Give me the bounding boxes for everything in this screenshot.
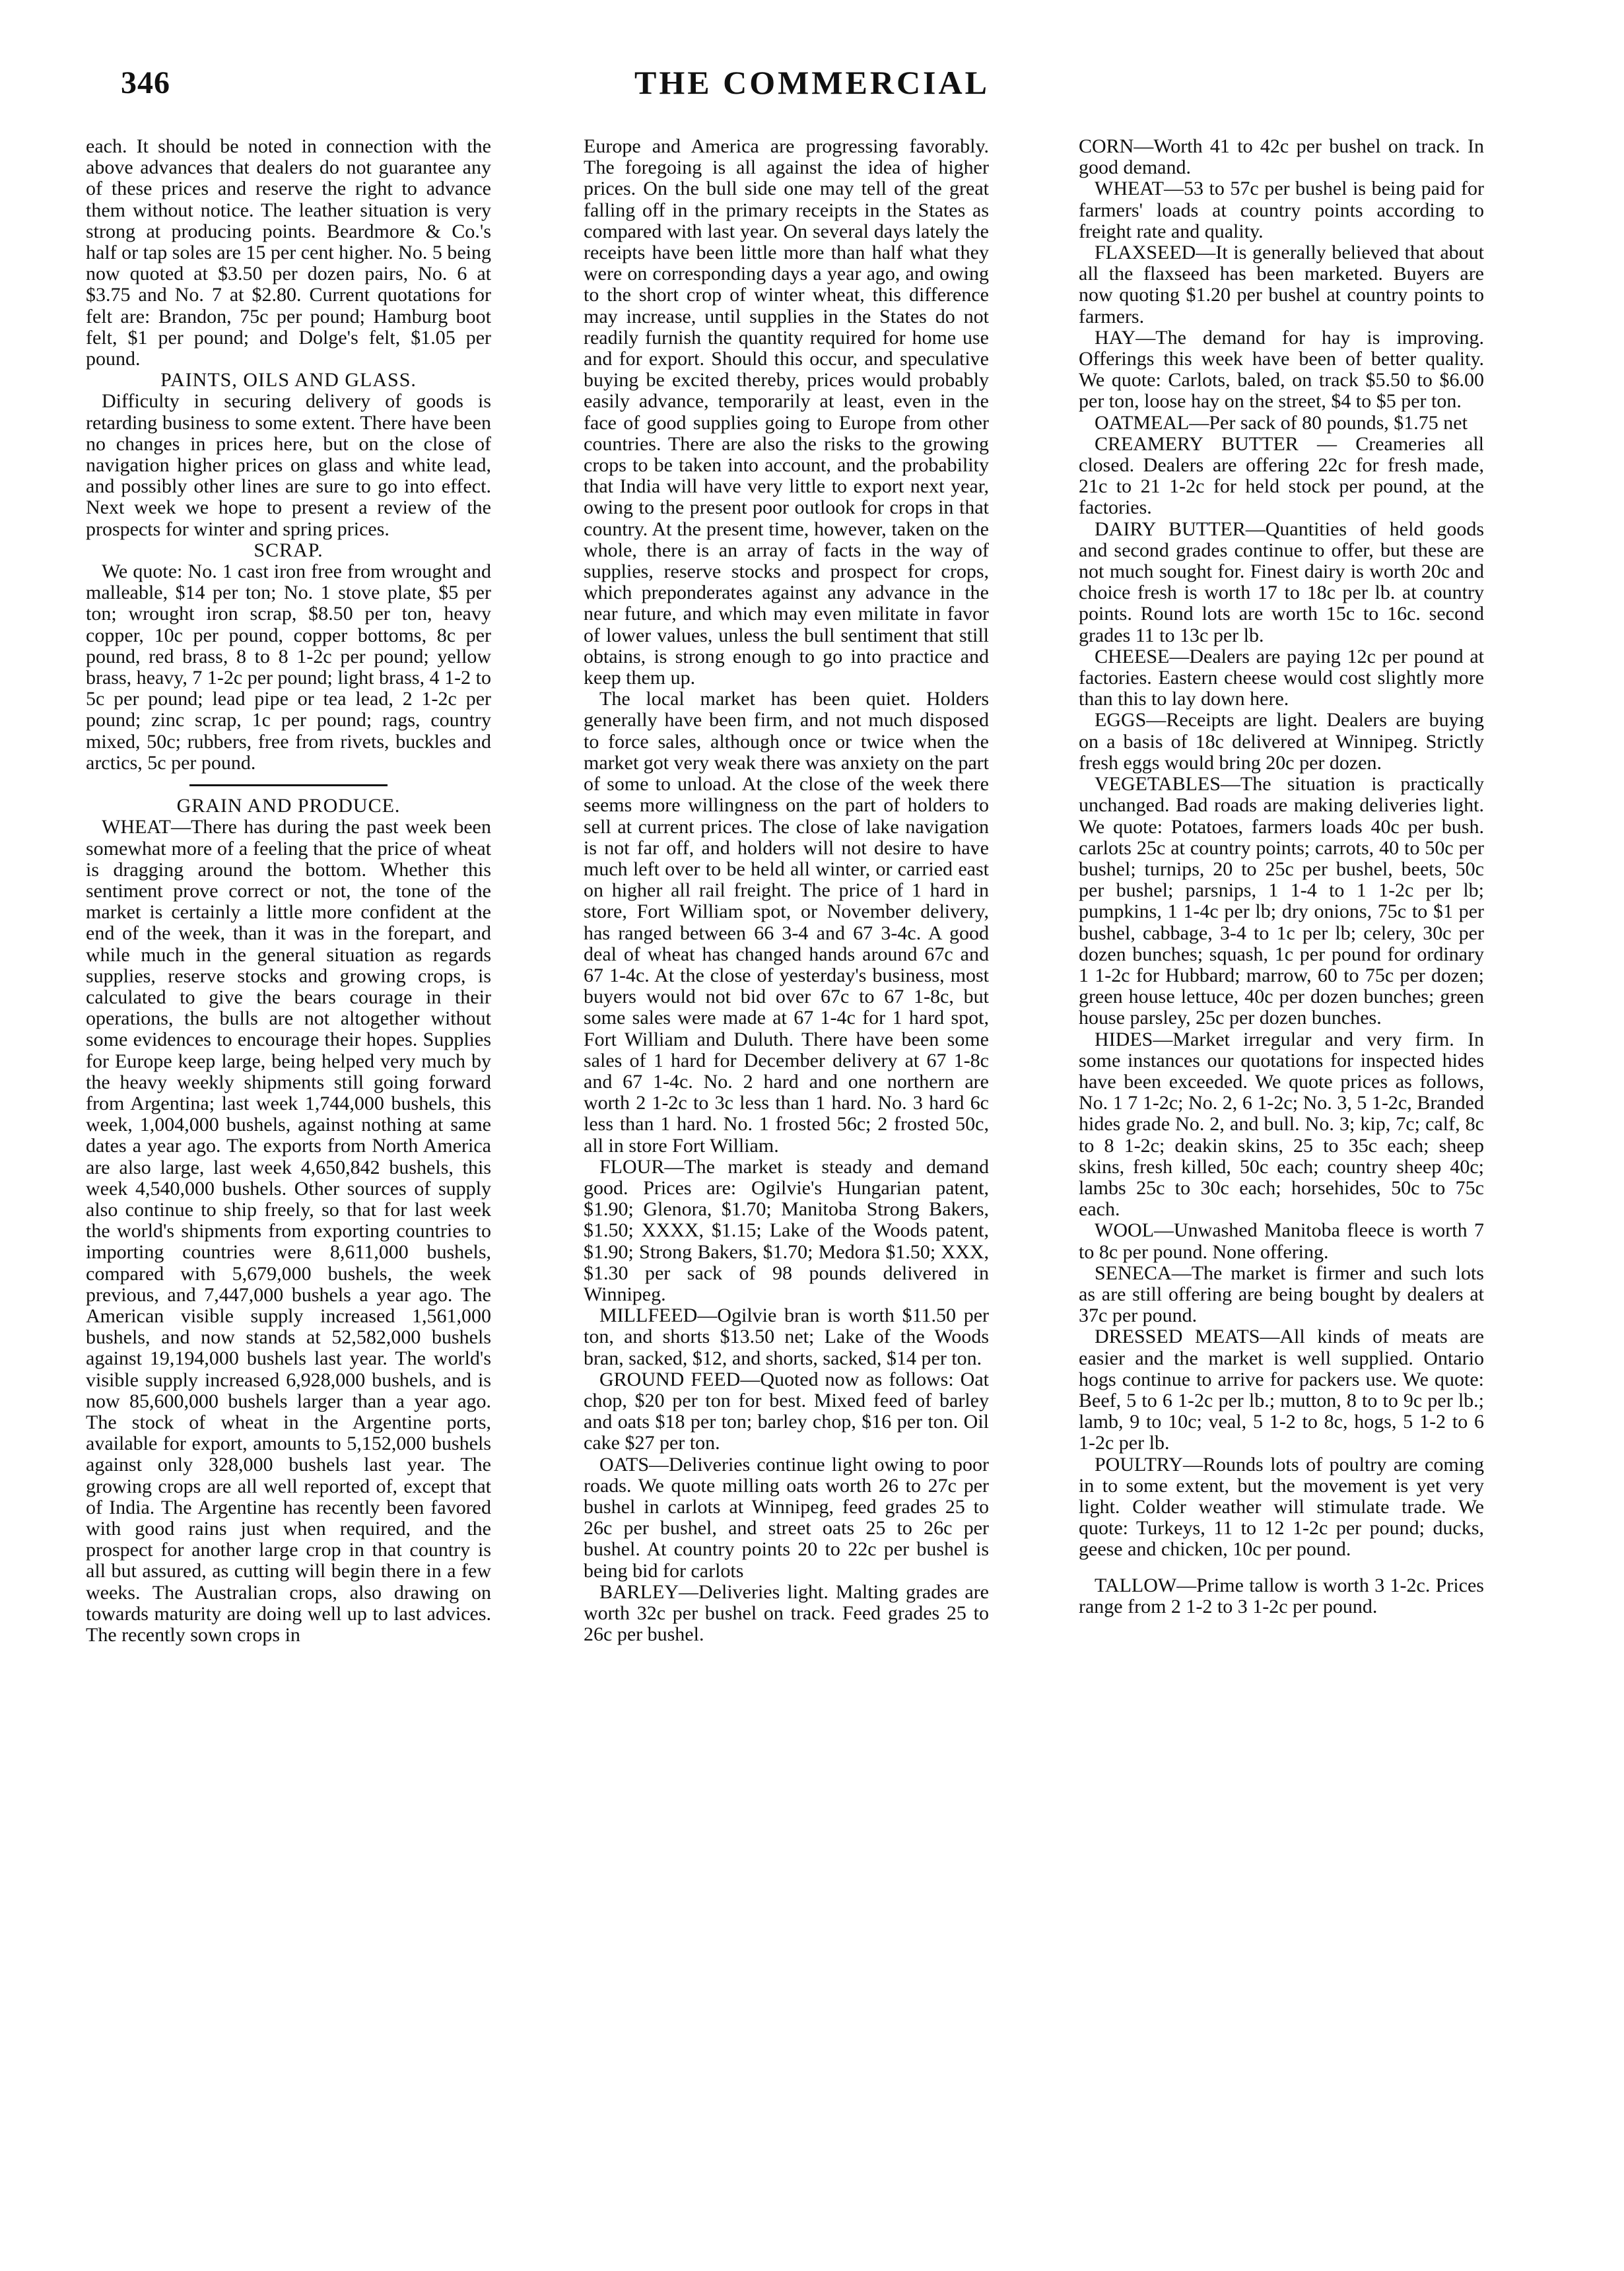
poultry-text: —Rounds lots of poultry are coming in to some extent, but the movement is yet very light. Colder weather will stimulate trade. We quote: Turkeys, 11 to 12 1-2c per pound; ducks, geese and chicken, 10c per pound. — [1079, 1453, 1484, 1561]
wheat-local-head: WHEAT — [1095, 178, 1164, 200]
vegetables-head: VEGETABLES — [1095, 773, 1221, 796]
dairy-head: DAIRY BUTTER — [1095, 518, 1246, 540]
hides-head: HIDES — [1095, 1028, 1153, 1050]
groundfeed-head: GROUND FEED — [599, 1368, 741, 1390]
wool-head: WOOL — [1095, 1219, 1154, 1242]
wool-text: —Unwashed Manitoba fleece is worth 7 to 8c per pound. None offering. — [1079, 1219, 1484, 1263]
paints-heading: PAINTS, OILS AND GLASS. — [160, 369, 417, 391]
seneca-paragraph — [1079, 1263, 1484, 1327]
local-market-paragraph: The local market has been quiet. Holders generally have been firm, and not much disposed to force sales, although once or twice when the market got very weak there was anxiety on the part of some to unload. At the close of the week there seems more willingness on the part of holders to sell at current prices. The close of lake navigation is not far off, and holders will not desire to have much left over to be held all winter, or carried east on higher all rail freight. The price of 1 hard in store, Fort William spot, or November delivery, has ranged between 66 3-4 and 67 3-4c. A good deal of wheat has changed hands around 67c and 67 1-4c. At the close of yesterday's business, most buyers would not bid over 67c to 67 1-8c, but some sales were made at 67 1-4c for 1 hard spot, Fort William and Duluth. There have been some sales of 1 hard for December delivery at 67 1-8c and 67 1-4c. No. 2 hard and one northern are worth 2 1-2c to 3c less than 1 hard. No. 3 hard 6c less than 1 hard. No. 1 frosted 56c; 2 frosted 50c, all in store Fort William. — [584, 688, 989, 1157]
oats-text: —Deliveries continue light owing to poor roads. We quote milling oats worth 26 to 27c per bushel in carlots at Winnipeg, feed grades 25 to 26c per bushel, and street oats 25 to 26c per bushel. At country points 20 to 22c per bushel is being bid for carlots — [584, 1453, 989, 1582]
flour-paragraph — [584, 1157, 989, 1305]
poultry-head: POULTRY — [1095, 1453, 1183, 1475]
hay-head: HAY — [1095, 326, 1136, 349]
scrap-paragraph: We quote: No. 1 cast iron free from wrought and malleable, $14 per ton; No. 1 stove plate, $5 per ton; wrought iron scrap, $8.50 per ton, heavy copper, 10c per pound, copper bottoms, 8c per pound, red brass, 8 to 8 1-2c per pound; yellow brass, heavy, 7 1-2c per pound; light brass, 4 1-2 to 5c per pound; lead pipe or tea lead, 2 1-2c per pound; zinc scrap, 1c per pound; rags, country mixed, 50c; rubbers, free from rivets, buckles and arctics, 5c per pound. — [86, 560, 491, 774]
grain-heading: GRAIN AND PRODUCE. — [176, 795, 401, 817]
wheat-continued-paragraph: Europe and America are progressing favorably. The foregoing is all against the idea of higher prices. On the bull side one may tell of the great falling off in the primary receipts in the States as compared with last year. On several days lately the receipts have been little more than half what they were on corresponding days a year ago, and owing to the short crop of winter wheat, this difference may increase, until supplies in the States do not readily furnish the quantity required for home use and for export. Should this occur, and speculative buying be excited thereby, prices would probably easily advance, temporarily at least, even in the face of good supplies going to Europe from other countries. There are also the risks to the growing crops to be taken into account, and the probability that India will have very little to export next year, owing to the present poor outlook for crops in that country. At the present time, however, taken on the whole, there is an array of facts in the way of supplies, reserve stocks and prospect for crops, which preponderates against any advance in the near future, and which may even militate in favor of lower values, unless the bull sentiment that still obtains, is strong enough to go into practice and keep them up. — [584, 136, 989, 689]
vegetables-paragraph — [1079, 774, 1484, 1029]
hay-paragraph — [1079, 327, 1484, 413]
poultry-paragraph — [1079, 1454, 1484, 1561]
barley-head: BARLEY — [599, 1580, 679, 1603]
masthead-title: THE COMMERCIAL — [634, 64, 990, 101]
scrap-heading: SCRAP. — [254, 539, 323, 561]
wheat-paragraph — [86, 817, 491, 1646]
millfeed-text: —Ogilvie bran is worth $11.50 per ton, and shorts $13.50 net; Lake of the Woods bran, sacked, $12, and shorts, sacked, $14 per ton. — [584, 1305, 989, 1369]
column-2 — [584, 136, 989, 2235]
dairy-text: —Quantities of held goods and second grades continue to offer, but these are not much sought for. Finest dairy is worth 20c and choice fresh is worth 17 to 18c per lb. at country points. Round lots are worth 15c to 16c. second grades 11 to 13c per lb. — [1079, 518, 1484, 646]
cheese-text: —Dealers are paying 12c per pound at factories. Eastern cheese would cost slightly more than this to lay down here. — [1079, 645, 1484, 710]
section-divider — [189, 784, 388, 786]
oats-paragraph — [584, 1454, 989, 1582]
page-number: 346 — [121, 65, 170, 100]
dressed-meats-paragraph — [1079, 1326, 1484, 1454]
dressed-meats-head: DRESSED MEATS — [1095, 1326, 1260, 1348]
wheat-head: WHEAT — [102, 816, 171, 838]
eggs-head: EGGS — [1095, 709, 1147, 731]
flaxseed-head: FLAXSEED — [1095, 242, 1196, 264]
tallow-paragraph — [1079, 1575, 1484, 1617]
barley-text: —Deliveries light. Malting grades are worth 32c per bushel on track. Feed grades 25 to 26c per bushel. — [584, 1580, 989, 1646]
creamery-paragraph — [1079, 434, 1484, 519]
hay-text: —The demand for hay is improving. Offerings this week have been of better quality. We quote: Carlots, baled, on track $5.50 to $6.00 per ton, loose hay on the street, $4 to $5 per ton. — [1079, 326, 1484, 413]
millfeed-paragraph — [584, 1305, 989, 1369]
oatmeal-head: OATMEAL — [1095, 411, 1190, 434]
corn-head: CORN — [1079, 136, 1134, 157]
column-3 — [1079, 136, 1484, 2235]
cheese-paragraph — [1079, 646, 1484, 710]
wheat-text: —There has during the past week been somewhat more of a feeling that the price of wheat is dragging around the bottom. Whether this sentiment prove correct or not, the tone of the market is certainly a little more confident at the end of the week, than it was in the forepart, and while much in the general situation as regards supplies, reserve stocks and growing crops, is calculated to give the bears courage in their operations, the bulls are not altogether without some evidences to encourage their hopes. Supplies for Europe keep large, being helped very much by the heavy weekly shipments still going forward from Argentina; last week 1,744,000 bushels, this week, 1,004,000 bushels, against nothing at same dates a year ago. The exports from North America are also large, last week 4,650,842 bushels, this week 4,540,000 bushels. Other sources of supply also continue to ship freely, so that for last week the world's shipments from exporting countries to importing countries were 8,611,000 bushels, compared with 5,679,000 bushels, the week previous, and 7,447,000 bushels a year ago. The American visible supply increased 1,561,000 bushels, and now stands at 52,582,000 bushels against 19,194,000 bushels last year. The world's visible supply increased 6,928,000 bushels, and is now 85,600,000 bushels larger than a year ago. The stock of wheat in the Argentine ports, available for export, amounts to 5,152,000 bushels against only 328,000 bushels last year. The growing crops are all well reported of, except that of India. The Argentine has recently been favored with good rains just when required, and the prospect for another large crop in that country is all but assured, as cutting will begin there in a few weeks. The Australian crops, also drawing on towards maturity are doing well up to last advices. The recently sown crops in — [86, 816, 491, 1646]
creamery-text: — Creameries all closed. Dealers are offering 22c for fresh made, 21c to 21 1-2c for held stock per pound, at the factories. — [1079, 432, 1484, 519]
seneca-text: —The market is firmer and such lots as are still offering are being bought by dealers at 37c per pound. — [1079, 1262, 1484, 1327]
oats-head: OATS — [599, 1453, 650, 1475]
eggs-paragraph — [1079, 710, 1484, 774]
cheese-head: CHEESE — [1095, 645, 1170, 667]
barley-paragraph — [584, 1582, 989, 1646]
flaxseed-paragraph — [1079, 242, 1484, 327]
vegetables-text: —The situation is practically unchanged. Bad roads are making deliveries light. We quote: Potatoes, farmers loads 40c per bush. carlots 25c at country points; carrots, 40 to 50c per bushel; turnips, 20 to 25c per bushel, beets, 50c per bushel; parsnips, 1 1-4 to 1 1-2c per lb; pumpkins, 1 1-4c per lb; dry onions, 75c to $1 per bushel, cabbage, 3-4 to 1c per lb; celery, 30c per dozen bunches; squash, 1c per pound for ordinary 1 1-2c for Hubbard; marrow, 60 to 75c per dozen; green house lettuce, 40c per dozen bunches; green house parsley, 25c per dozen bunches. — [1079, 773, 1484, 1029]
leather-paragraph: each. It should be noted in connection with the above advances that dealers do not guarantee any of these prices and reserve the right to advance them without notice. The leather situation is very strong at producing points. Beardmore & Co.'s half or tap soles are 15 per cent higher. No. 5 being now quoted at $3.50 per dozen pairs, No. 6 at $3.75 and No. 7 at $2.80. Current quotations for felt are: Brandon, 75c per pound; Hamburg boot felt, $1 per pound; and Dolge's felt, $1.05 per pound. — [86, 136, 491, 370]
wool-paragraph — [1079, 1220, 1484, 1262]
column-1 — [86, 136, 491, 2235]
flour-text: —The market is steady and demand good. Prices are: Ogilvie's Hungarian patent, $1.90; Glenora, $1.70; Manitoba Strong Bakers, $1.50; XXXX, $1.15; Lake of the Woods patent, $1.90; Strong Bakers, $1.70; Medora $1.50; XXX, $1.30 per sack of 98 pounds delivered in Winnipeg. — [584, 1155, 989, 1305]
paints-paragraph: Difficulty in securing delivery of goods is retarding business to some extent. There have been no changes in prices here, but on the close of navigation higher prices on glass and white lead, and possibly other lines are sure to go into effect. Next week we hope to present a review of the prospects for winter and spring prices. — [86, 390, 491, 540]
dairy-paragraph — [1079, 519, 1484, 646]
corn-text: —Worth 41 to 42c per bushel on track. In good demand. — [1079, 136, 1484, 179]
creamery-head: CREAMERY BUTTER — [1095, 432, 1299, 455]
hides-paragraph — [1079, 1029, 1484, 1221]
groundfeed-text: —Quoted now as follows: Oat chop, $20 per ton for best. Mixed feed of barley and oats $18 per ton; barley chop, $16 per ton. Oil cake $27 per ton. — [584, 1368, 989, 1454]
flaxseed-text: —It is generally believed that about all the flaxseed has been marketed. Buyers are now quoting $1.20 per bushel at country points to farmers. — [1079, 242, 1484, 327]
hides-text: —Market irregular and very firm. In some instances our quotations for inspected hides have been exceeded. We quote prices as follows, No. 1 7 1-2c; No. 2, 6 1-2c; No. 3, 5 1-2c, Branded hides grade No. 2, and bull. No. 3; kip, 7c; calf, 8c to 8 1-2c; deakin skins, 25 to 35c each; sheep skins, fresh killed, 50c each; country sheep 40c; lambs 25c to 30c each; horsehides, 50c to 75c each. — [1079, 1028, 1484, 1221]
corn-paragraph — [1079, 136, 1484, 178]
eggs-text: —Receipts are light. Dealers are buying on a basis of 18c delivered at Winnipeg. Strictly fresh eggs would bring 20c per dozen. — [1079, 709, 1484, 774]
groundfeed-paragraph — [584, 1369, 989, 1454]
tallow-head: TALLOW — [1095, 1574, 1177, 1596]
dressed-meats-text: —All kinds of meats are easier and the market is well supplied. Ontario hogs continue to arrive for packers use. We quote: Beef, 5 to 6 1-2c per lb.; mutton, 8 to to 9c per lb.; lamb, 9 to 10c; veal, 5 1-2 to 8c, hogs, 5 1-2 to 6 1-2c per lb. — [1079, 1326, 1484, 1454]
oatmeal-text: —Per sack of 80 pounds, $1.75 net — [1189, 411, 1468, 434]
flour-head: FLOUR — [599, 1155, 665, 1178]
millfeed-head: MILLFEED — [599, 1305, 698, 1327]
wheat-local-paragraph — [1079, 178, 1484, 242]
tallow-text: —Prime tallow is worth 3 1-2c. Prices range from 2 1-2 to 3 1-2c per pound. — [1079, 1574, 1484, 1617]
oatmeal-paragraph — [1079, 413, 1484, 434]
wheat-local-text: —53 to 57c per bushel is being paid for farmers' loads at country points according to freight rate and quality. — [1079, 178, 1484, 242]
seneca-head: SENECA — [1095, 1262, 1172, 1284]
